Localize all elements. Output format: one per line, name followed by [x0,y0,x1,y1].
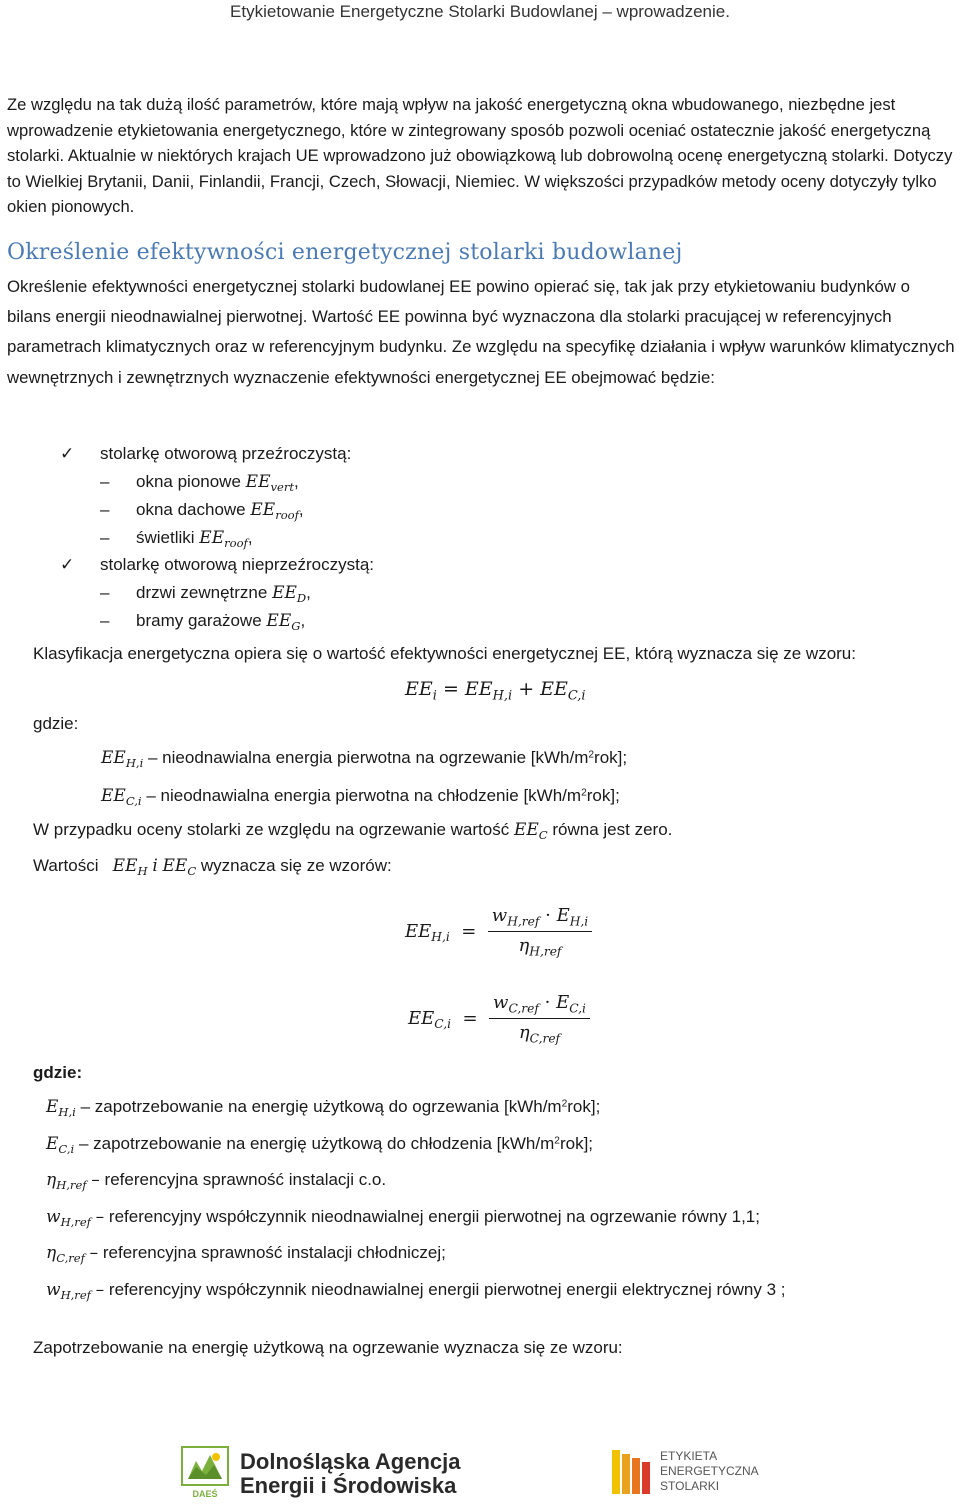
math-symbol: $EE_{roof}$ [199,528,248,551]
math-symbol: $EE_D$ [272,583,307,606]
values-line: Wartości $EE_H$ i $EE_C$ wyznacza się ze wzorów: [33,856,392,879]
page-header: Etykietowanie Energetyczne Stolarki Budowlanej – wprowadzenie. [230,2,730,21]
formula-ee: $EE_i = EE_{H,i} + EE_{C,i}$ [405,678,586,704]
definition-cooling: $EE_{C,i}$ – nieodnawialna energia pierwotna na chłodzenie $[kWh/m^2rok]$; [101,786,620,809]
formula-ee-cooling: $EE_{C,i}$ = $\frac{w_{C,ref} \cdot E_{C,i}}{\eta_{C,ref}}$ [408,992,590,1046]
list-subitem: – okna dachowe $EE_{roof}$, [100,497,304,523]
list-subitem: – drzwi zewnętrzne $EE_D$, [100,580,311,606]
list-item-label: stolarkę otworową przeźroczystą: [100,444,352,463]
energy-label-logo [610,1444,780,1501]
label-line3: STOLARKI [660,1479,720,1493]
where-label: gdzie: [33,714,79,733]
subitem-label: okna dachowe [136,500,246,519]
list-item-label: stolarkę otworową nieprzeźroczystą: [100,555,375,574]
math-symbol: $EE_G$ [266,611,301,634]
subitem-label: świetliki [136,528,195,547]
subitem-label: okna pionowe [136,472,241,491]
svg-text:DAEŚ: DAEŚ [192,1489,218,1499]
definition-eta-h: $\eta_{H,ref}$ – referencyjna sprawność instalacji c.o. [46,1170,387,1193]
dash-icon: – [100,611,110,630]
subitem-label: bramy garażowe [136,611,262,630]
formula-ee-heating: $EE_{H,i}$ = $\frac{w_{H,ref} \cdot E_{H,i}}{\eta_{H,ref}}$ [405,905,592,959]
daes-logo [180,1445,480,1504]
energy-label-icon [612,1450,650,1494]
heating-note: W przypadku oceny stolarki ze względu na ogrzewanie wartość $EE_C$ równa jest zero. [33,820,673,843]
checkmark-icon: ✓ [60,555,75,574]
final-sentence: Zapotrzebowanie na energię użytkową na ogrzewanie wyznacza się ze wzoru: [33,1338,623,1357]
label-line2: ENERGETYCZNA [660,1464,759,1478]
definition-eh: $E_{H,i}$ – zapotrzebowanie na energię użytkową do ogrzewania $[kWh/m^2rok]$; [46,1097,601,1120]
definition-w-el: $w_{H,ref}$ – referencyjny współczynnik nieodnawialnej energii pierwotnej energii elektrycznej równy 3 ; [46,1280,786,1303]
list-item-transparent [60,441,351,467]
daes-badge-icon [182,1447,228,1485]
section-title: Określenie efektywności energetycznej stolarki budowlanej [7,240,683,265]
label-line1: ETYKIETA [660,1449,718,1463]
list-subitem: – bramy garażowe $EE_G$, [100,608,305,634]
classification-text: Klasyfikacja energetyczna opiera się o wartość efektywności energetycznej EE, którą wyznacza się ze wzoru: [33,644,856,663]
intro-paragraph: Ze względu na tak dużą ilość parametrów, które mają wpływ na jakość energetyczną okna wbudowanego, niezbędne jest wprowadzenie etykietowania energetycznego, które w zintegrowany sposób pozwoli oceniać ostatecznie jakość energetyczną stolarki. Aktualnie w niektórych krajach UE wprowadzono już obowiązkową lub dobrowolną ocenę energetyczną stolarki. Dotyczy to Wielkiej Brytanii, Danii, Finlandii, Francji, Czech, Słowacji, Niemiec. W większości przypadków metody oceny dotyczyły tylko okien pionowych. [7,95,953,217]
section-body: Określenie efektywności energetycznej stolarki budowlanej EE powino opierać się, tak jak przy etykietowaniu budynków o bilans energii nieodnawialnej pierwotnej. Wartość EE powinna być wyznaczona dla stolarki pracującej w referencyjnych parametrach klimatycznych oraz w referencyjnym budynku. Ze względu na specyfikę działania i wpływ warunków klimatycznych wewnętrznych i zewnętrznych wyznaczenie efektywności energetycznej EE obejmować będzie: [7,277,955,387]
definition-heating: $EE_{H,i}$ – nieodnawialna energia pierwotna na ogrzewanie $[kWh/m^2rok]$; [101,748,628,771]
dash-icon: – [100,583,110,602]
where-label-bold: gdzie: [33,1063,83,1082]
agency-name-line1: Dolnośląska Agencja [240,1449,461,1474]
checkmark-icon: ✓ [60,444,75,463]
definition-ec: $E_{C,i}$ – zapotrzebowanie na energię użytkową do chłodzenia $[kWh/m^2rok]$; [46,1134,594,1157]
agency-name-line2: Energii i Środowiska [240,1473,457,1498]
math-symbol: $EE_{vert}$ [245,472,295,495]
definition-w-h: $w_{H,ref}$ – referencyjny współczynnik nieodnawialnej energii pierwotnej na ogrzewanie równy 1,1; [46,1207,760,1230]
list-subitem: – okna pionowe $EE_{vert}$, [100,469,299,495]
dash-icon: – [100,500,110,519]
list-item-opaque [60,552,374,578]
list-subitem: – świetliki $EE_{roof}$, [100,525,253,551]
math-symbol: $EE_{roof}$ [250,500,299,523]
definition-eta-c: $\eta_{C,ref}$ – referencyjna sprawność instalacji chłodniczej; [46,1243,446,1266]
dash-icon: – [100,528,110,547]
subitem-label: drzwi zewnętrzne [136,583,268,602]
dash-icon: – [100,472,110,491]
